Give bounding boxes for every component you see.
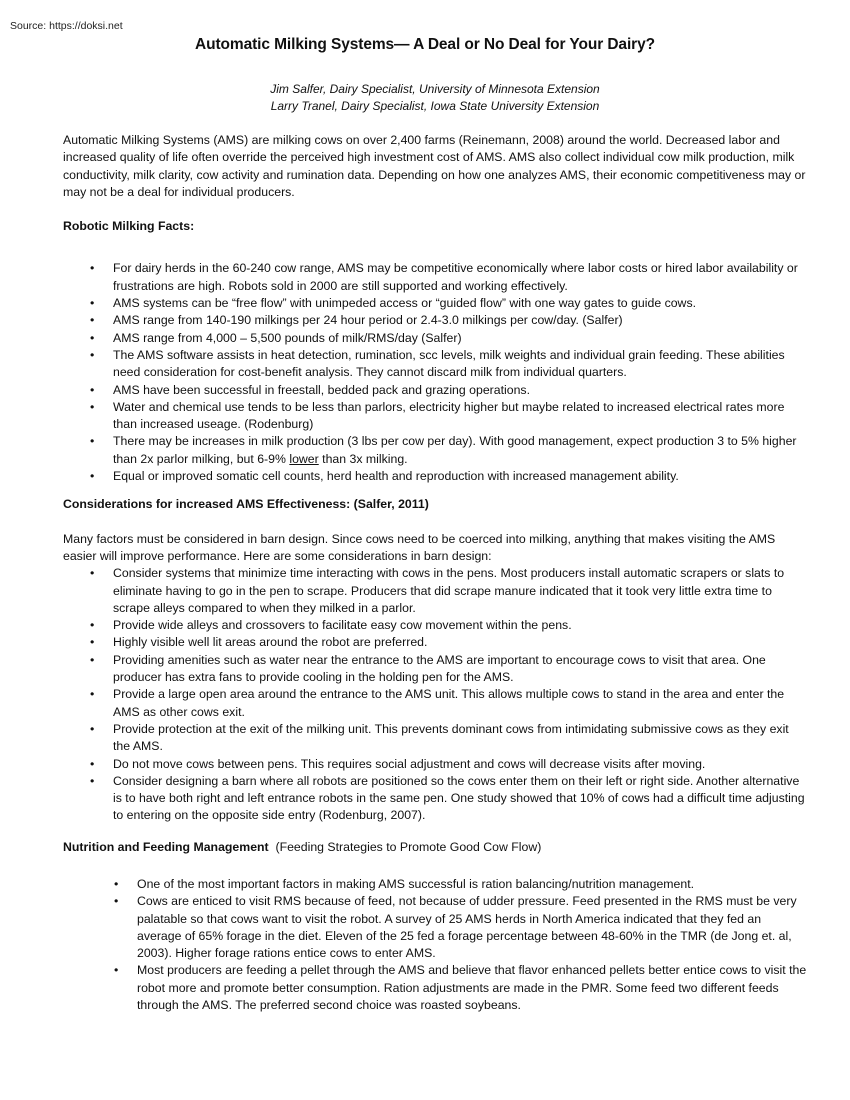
author-line: Larry Tranel, Dairy Specialist, Iowa State University Extension [270, 99, 600, 113]
list-item: • Water and chemical use tends to be less than parlors, electricity higher but maybe related to increased electrical rates more than increased useage. (Rodenburg) [113, 399, 808, 434]
considerations-list [113, 565, 808, 824]
list-item: • The AMS software assists in heat detection, rumination, scc levels, milk weights and individual grain feeding. These abilities need consideration for cost-benefit analysis. They cannot discard milk from individual quarters. [113, 347, 808, 382]
list-item: • Provide wide alleys and crossovers to facilitate easy cow movement within the pens. [113, 617, 808, 634]
underlined-word: lower [289, 451, 319, 466]
list-item: • Most producers are feeding a pellet through the AMS and believe that flavor enhanced pellets better entice cows to visit the robot more and promote better consumption. Ration adjustments are made in the PMR. Some feed two different feeds through the AMS. The preferred second choice was roasted soybeans. [137, 962, 808, 1014]
document-body [63, 132, 808, 1014]
intro-paragraph: Automatic Milking Systems (AMS) are milking cows on over 2,400 farms (Reinemann, 2008) around the world. Decreased labor and increased quality of life often override the perceived high investment cost of AMS. AMS also collect individual cow milk production, milk conductivity, milk clarity, cow activity and rumination data. Depending on how one analyzes AMS, their economic competitiveness may or may not be a deal for individual producers. [63, 133, 806, 199]
list-item: • Cows are enticed to visit RMS because of feed, not because of udder pressure. Feed presented in the RMS must be very palatable so that cows want to visit the robot. A survey of 25 AMS herds in North America indicated that they fed an average of 65% forage in the diet. Eleven of the 25 fed a forage percentage between 48-60% in the TMR (de Jong et. al, 2003). Higher forage rations entice cows to enter AMS. [137, 893, 808, 962]
author-block [0, 81, 850, 115]
list-item [113, 433, 808, 468]
list-item: • AMS have been successful in freestall, bedded pack and grazing operations. [113, 382, 808, 399]
list-item: • For dairy herds in the 60-240 cow range, AMS may be competitive economically where labor costs or hired labor availability or frustrations are high. Robots sold in 2000 are still supported and working effectively. [113, 260, 808, 295]
nutrition-heading [63, 839, 808, 856]
list-item: • Consider designing a barn where all robots are positioned so the cows enter them on their left or right side. Another alternative is to have both right and left entrance robots in the same pen. One study showed that 10% of cows had a difficult time adjusting to entering on the opposite side entry (Rodenburg, 2007). [113, 773, 808, 825]
list-item: • Highly visible well lit areas around the robot are preferred. [113, 634, 808, 651]
considerations-heading: Considerations for increased AMS Effectiveness: (Salfer, 2011) [63, 497, 429, 512]
nutrition-subheading: (Feeding Strategies to Promote Good Cow Flow) [275, 839, 542, 854]
list-item: • Do not move cows between pens. This requires social adjustment and cows will decrease visits after moving. [113, 756, 808, 773]
considerations-intro: Many factors must be considered in barn design. Since cows need to be coerced into milking, anything that makes visiting the AMS easier will improve performance. Here are some considerations in barn design: [63, 531, 776, 563]
list-item: • Provide protection at the exit of the milking unit. This prevents dominant cows from intimidating submissive cows as they exit the AMS. [113, 721, 808, 756]
nutrition-heading-title: Nutrition and Feeding Management [63, 839, 269, 854]
list-item: • Providing amenities such as water near the entrance to the AMS are important to encourage cows to visit that area. One producer has extra fans to provide cooling in the holding pen for the AMS. [113, 652, 808, 687]
list-item: • Equal or improved somatic cell counts, herd health and reproduction with increased management ability. [113, 468, 808, 485]
list-item: • AMS systems can be “free flow” with unimpeded access or “guided flow” with one way gates to guide cows. [113, 295, 808, 312]
facts-heading: Robotic Milking Facts: [63, 219, 195, 234]
source-note: Source: https://doksi.net [10, 20, 123, 32]
list-item: • AMS range from 4,000 – 5,500 pounds of milk/RMS/day (Salfer) [113, 330, 808, 347]
production-text: There may be increases in milk production (3 lbs per cow per day). With good management, expect production 3 to 5% higher than 2x parlor milking, but 6-9% [113, 434, 797, 466]
document-title: Automatic Milking Systems— A Deal or No Deal for Your Dairy? [195, 36, 655, 53]
production-text: than 3x milking. [318, 451, 408, 466]
list-item: • Provide a large open area around the entrance to the AMS unit. This allows multiple cows to stand in the area and enter the AMS as other cows exit. [113, 686, 808, 721]
facts-list [113, 260, 808, 485]
list-item: • Consider systems that minimize time interacting with cows in the pens. Most producers install automatic scrapers or slats to eliminate having to go in the pen to scrape. Producers that did scrape manure indicated that it took very little extra time to scrape alleys compared to when they milked in a parlor. [113, 565, 808, 617]
author-line: Jim Salfer, Dairy Specialist, University of Minnesota Extension [270, 82, 600, 96]
nutrition-list [137, 876, 808, 1014]
list-item: • AMS range from 140-190 milkings per 24 hour period or 2.4-3.0 milkings per cow/day. (Salfer) [113, 312, 808, 329]
list-item: • One of the most important factors in making AMS successful is ration balancing/nutrition management. [137, 876, 808, 893]
